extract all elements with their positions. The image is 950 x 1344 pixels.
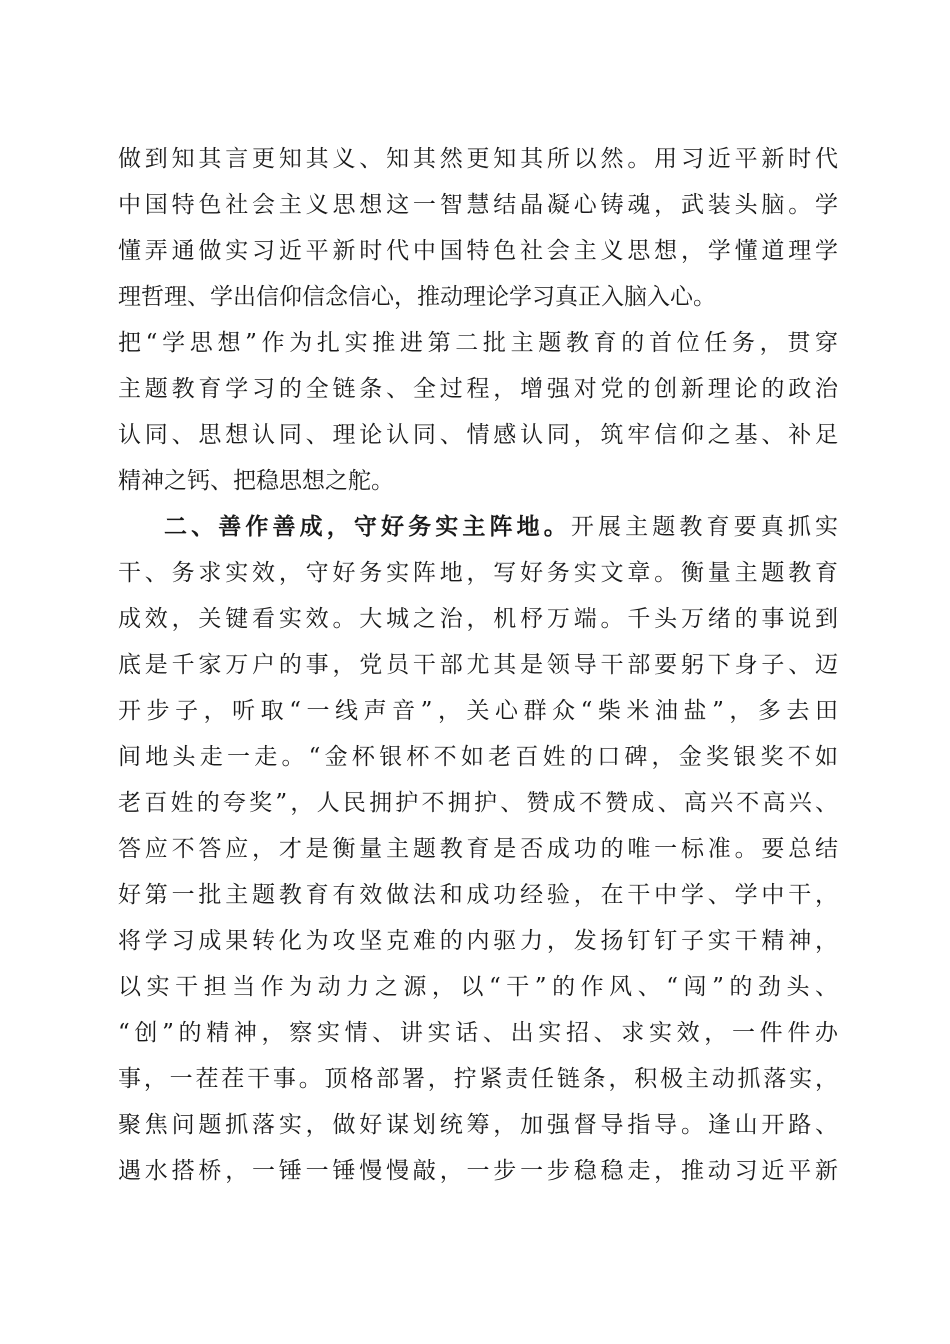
text-line: 遇水搭桥，一锤一锤慢慢敲，一步一步稳稳走，推动习近平新 (118, 1158, 838, 1184)
text-line: 开步子，听取“一线声音”，关心群众“柴米油盐”，多去田 (118, 698, 838, 724)
text-line: 干、务求实效，守好务实阵地，写好务实文章。衡量主题教育 (118, 560, 838, 586)
section-heading-line (164, 507, 838, 547)
text-line: 好第一批主题教育有效做法和成功经验，在干中学、学中干， (118, 882, 838, 908)
text-line: 中国特色社会主义思想这一智慧结晶凝心铸魂，武装头脑。学 (118, 192, 838, 218)
text-line: 底是千家万户的事，党员干部尤其是领导干部要躬下身子、迈 (118, 652, 838, 678)
section-heading-rest: 开展主题教育要真抓实 (570, 514, 838, 540)
text-line: “创”的精神，察实情、讲实话、出实招、求实效，一件件办 (118, 1020, 838, 1046)
text-line: 以实干担当作为动力之源，以“干”的作风、“闯”的劲头、 (118, 974, 838, 1000)
text-line: 老百姓的夸奖”，人民拥护不拥护、赞成不赞成、高兴不高兴、 (118, 790, 838, 816)
text-line: 将学习成果转化为攻坚克难的内驱力，发扬钉钉子实干精神， (118, 928, 838, 954)
text-line: 认同、思想认同、理论认同、情感认同，筑牢信仰之基、补足 (118, 422, 838, 448)
text-line: 做到知其言更知其义、知其然更知其所以然。用习近平新时代 (118, 146, 838, 172)
text-line: 聚焦问题抓落实，做好谋划统筹，加强督导指导。逢山开路、 (118, 1112, 838, 1138)
text-line: 把“学思想”作为扎实推进第二批主题教育的首位任务，贯穿 (118, 330, 838, 356)
text-line: 精神之钙、把稳思想之舵。 (118, 468, 394, 494)
text-line: 理哲理、学出信仰信念信心，推动理论学习真正入脑入心。 (118, 284, 716, 310)
text-line: 事，一茬茬干事。顶格部署，拧紧责任链条，积极主动抓落实， (118, 1066, 838, 1092)
text-line: 答应不答应，才是衡量主题教育是否成功的唯一标准。要总结 (118, 836, 838, 862)
section-heading: 二、善作善成，守好务实主阵地。 (164, 513, 571, 540)
text-line: 间地头走一走。“金杯银杯不如老百姓的口碑，金奖银奖不如 (118, 744, 838, 770)
text-line: 成效，关键看实效。大城之治，机杼万端。千头万绪的事说到 (118, 606, 838, 632)
text-line: 懂弄通做实习近平新时代中国特色社会主义思想，学懂道理学 (118, 238, 838, 264)
text-line: 主题教育学习的全链条、全过程，增强对党的创新理论的政治 (118, 376, 838, 402)
